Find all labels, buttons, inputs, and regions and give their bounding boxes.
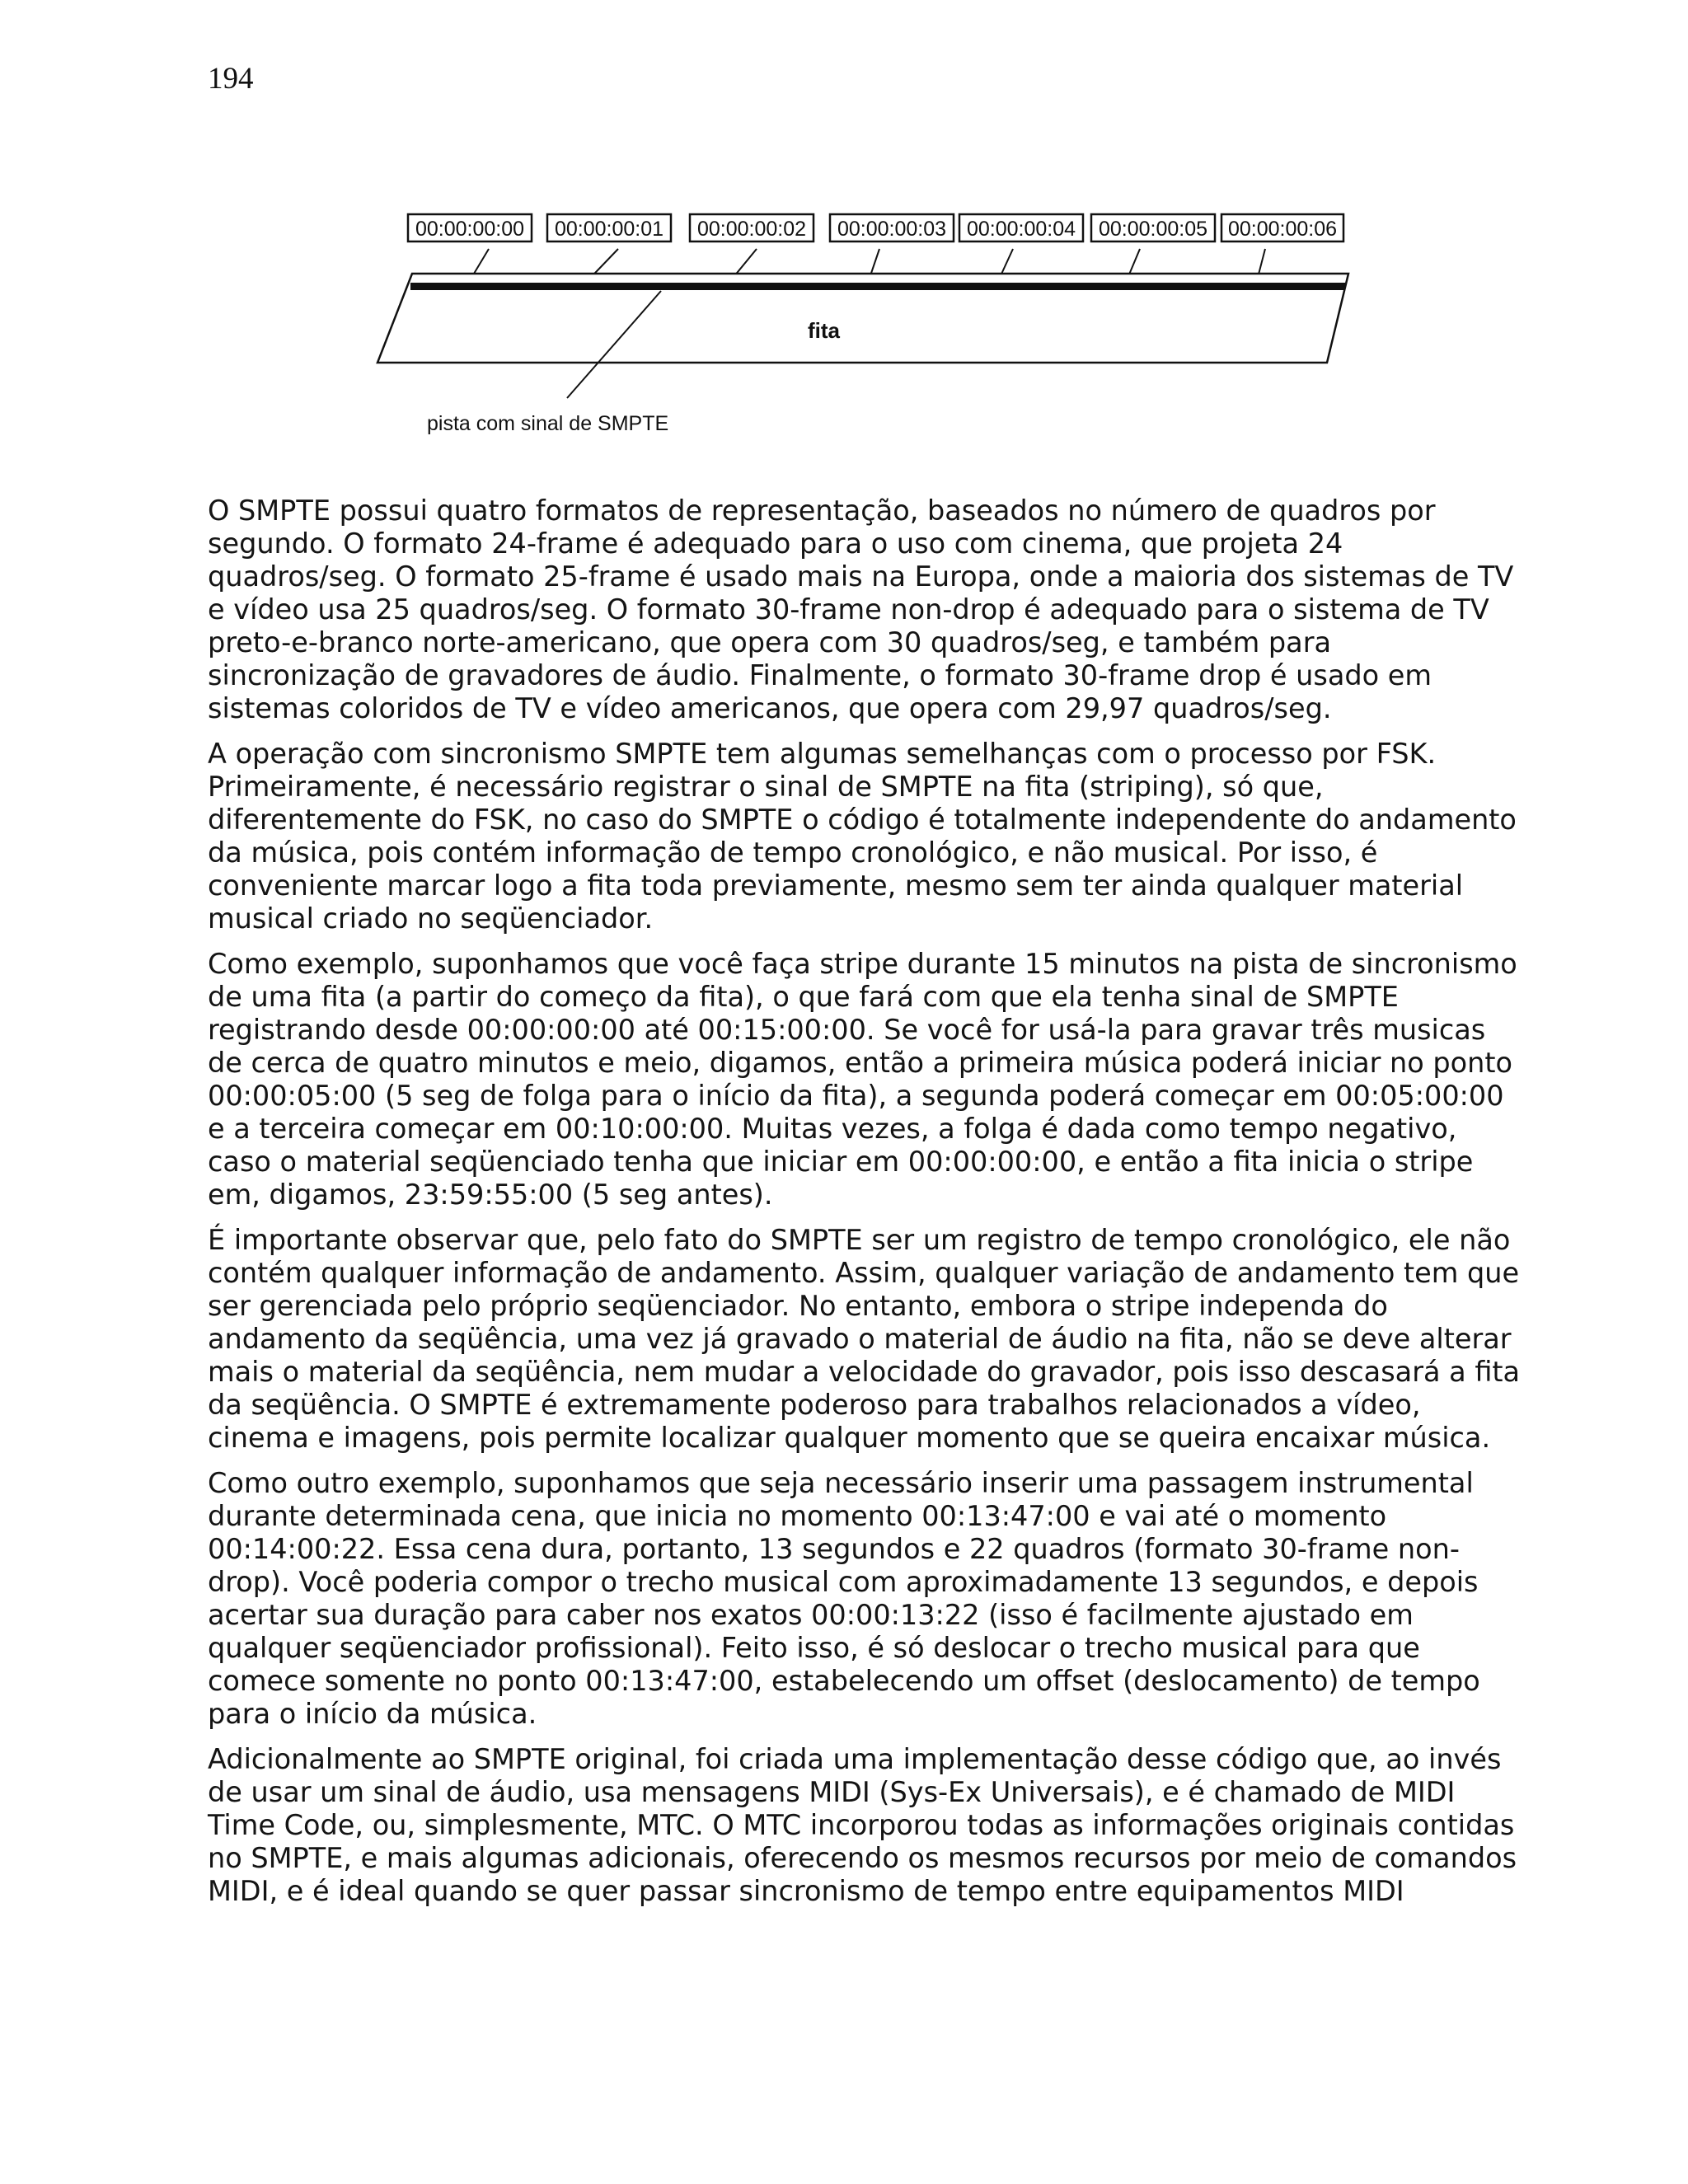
track-label: pista com sinal de SMPTE: [427, 412, 669, 435]
page-number: 194: [208, 62, 254, 96]
timecode-label: 00:00:00:04: [966, 218, 1076, 241]
timecode-label: 00:00:00:03: [837, 218, 947, 241]
body-text: [208, 494, 1526, 1920]
timecode-label: 00:00:00:01: [554, 218, 664, 241]
paragraph: A operação com sincronismo SMPTE tem algumas semelhanças com o processo por FSK. Primeiramente, é necessário registrar o sinal de SMPTE na fita (striping), só que, diferentemente do FSK, no caso do SMPTE o código é totalmente independente do andamento da música, pois contém informação de tempo cronológico, e não musical. Por isso, é conveniente marcar logo a fita toda previamente, mesmo sem ter ainda qualquer material musical criado no seqüenciador.: [208, 738, 1517, 935]
timecode-box-1: [547, 214, 671, 241]
tape-label: fita: [808, 318, 840, 343]
smpte-tape-diagram: [363, 206, 1385, 445]
timecode-label: 00:00:00:06: [1227, 218, 1338, 241]
timecode-box-4: [959, 214, 1083, 241]
smpte-track: [410, 283, 1345, 290]
paragraph: É importante observar que, pelo fato do SMPTE ser um registro de tempo cronológico, ele não contém qualquer informação de andamento. Assim, qualquer variação de andamento tem que ser gerenciada pelo próprio seqüenciador. No entanto, embora o stripe independa do andamento da seqüência, uma vez já gravado o material de áudio na fita, não se deve alterar mais o material da seqüência, nem mudar a velocidade do gravador, pois isso descasará a fita da seqüência. O SMPTE é extremamente poderoso para trabalhos relacionados a vídeo, cinema e imagens, pois permite localizar qualquer momento que se queira encaixar música.: [208, 1224, 1521, 1454]
timecode-box-0: [408, 214, 532, 241]
timecode-box-6: [1221, 214, 1343, 241]
timecode-label: 00:00:00:00: [415, 218, 525, 241]
paragraph: O SMPTE possui quatro formatos de representação, baseados no número de quadros por segundo. O formato 24-frame é adequado para o uso com cinema, que projeta 24 quadros/seg. O formato 25-frame é usado mais na Europa, onde a maioria dos sistemas de TV e vídeo usa 25 quadros/seg. O formato 30-frame non-drop é adequado para o sistema de TV preto-e-branco norte-americano, que opera com 30 quadros/seg, e também para sincronização de gravadores de áudio. Finalmente, o formato 30-frame drop é usado em sistemas coloridos de TV e vídeo americanos, que opera com 29,97 quadros/seg.: [208, 494, 1514, 724]
paragraph: Como exemplo, suponhamos que você faça stripe durante 15 minutos na pista de sincronismo de uma fita (a partir do começo da fita), o que fará com que ela tenha sinal de SMPTE registrando desde 00:00:00:00 até 00:15:00:00. Se você for usá-la para gravar três musicas de cerca de quatro minutos e meio, digamos, então a primeira música poderá iniciar no ponto 00:00:05:00 (5 seg de folga para o início da fita), a segunda poderá começar em 00:05:00:00 e a terceira começar em 00:10:00:00. Muitas vezes, a folga é dada como tempo negativo, caso o material seqüenciado tenha que iniciar em 00:00:00:00, e então a fita inicia o stripe em, digamos, 23:59:55:00 (5 seg antes).: [208, 948, 1517, 1211]
paragraph: Como outro exemplo, suponhamos que seja necessário inserir uma passagem instrumental durante determinada cena, que inicia no momento 00:13:47:00 e vai até o momento 00:14:00:22. Essa cena dura, portanto, 13 segundos e 22 quadros (formato 30-frame non-drop). Você poderia compor o trecho musical com aproximadamente 13 segundos, e depois acertar sua duração para caber nos exatos 00:00:13:22 (isso é facilmente ajustado em qualquer seqüenciador profissional). Feito isso, é só deslocar o trecho musical para que comece somente no ponto 00:13:47:00, estabelecendo um offset (deslocamento) de tempo para o início da música.: [208, 1467, 1480, 1730]
timecode-label: 00:00:00:02: [696, 218, 807, 241]
timecode-box-2: [690, 214, 814, 241]
timecode-box-5: [1091, 214, 1215, 241]
timecode-label: 00:00:00:05: [1098, 218, 1208, 241]
paragraph: Adicionalmente ao SMPTE original, foi criada uma implementação desse código que, ao invés de usar um sinal de áudio, usa mensagens MIDI (Sys-Ex Universais), e é chamado de MIDI Time Code, ou, simplesmente, MTC. O MTC incorporou todas as informações originais contidas no SMPTE, e mais algumas adicionais, oferecendo os mesmos recursos por meio de comandos MIDI, e é ideal quando se quer passar sincronismo de tempo entre equipamentos MIDI: [208, 1743, 1517, 1907]
timecode-box-3: [830, 214, 954, 241]
